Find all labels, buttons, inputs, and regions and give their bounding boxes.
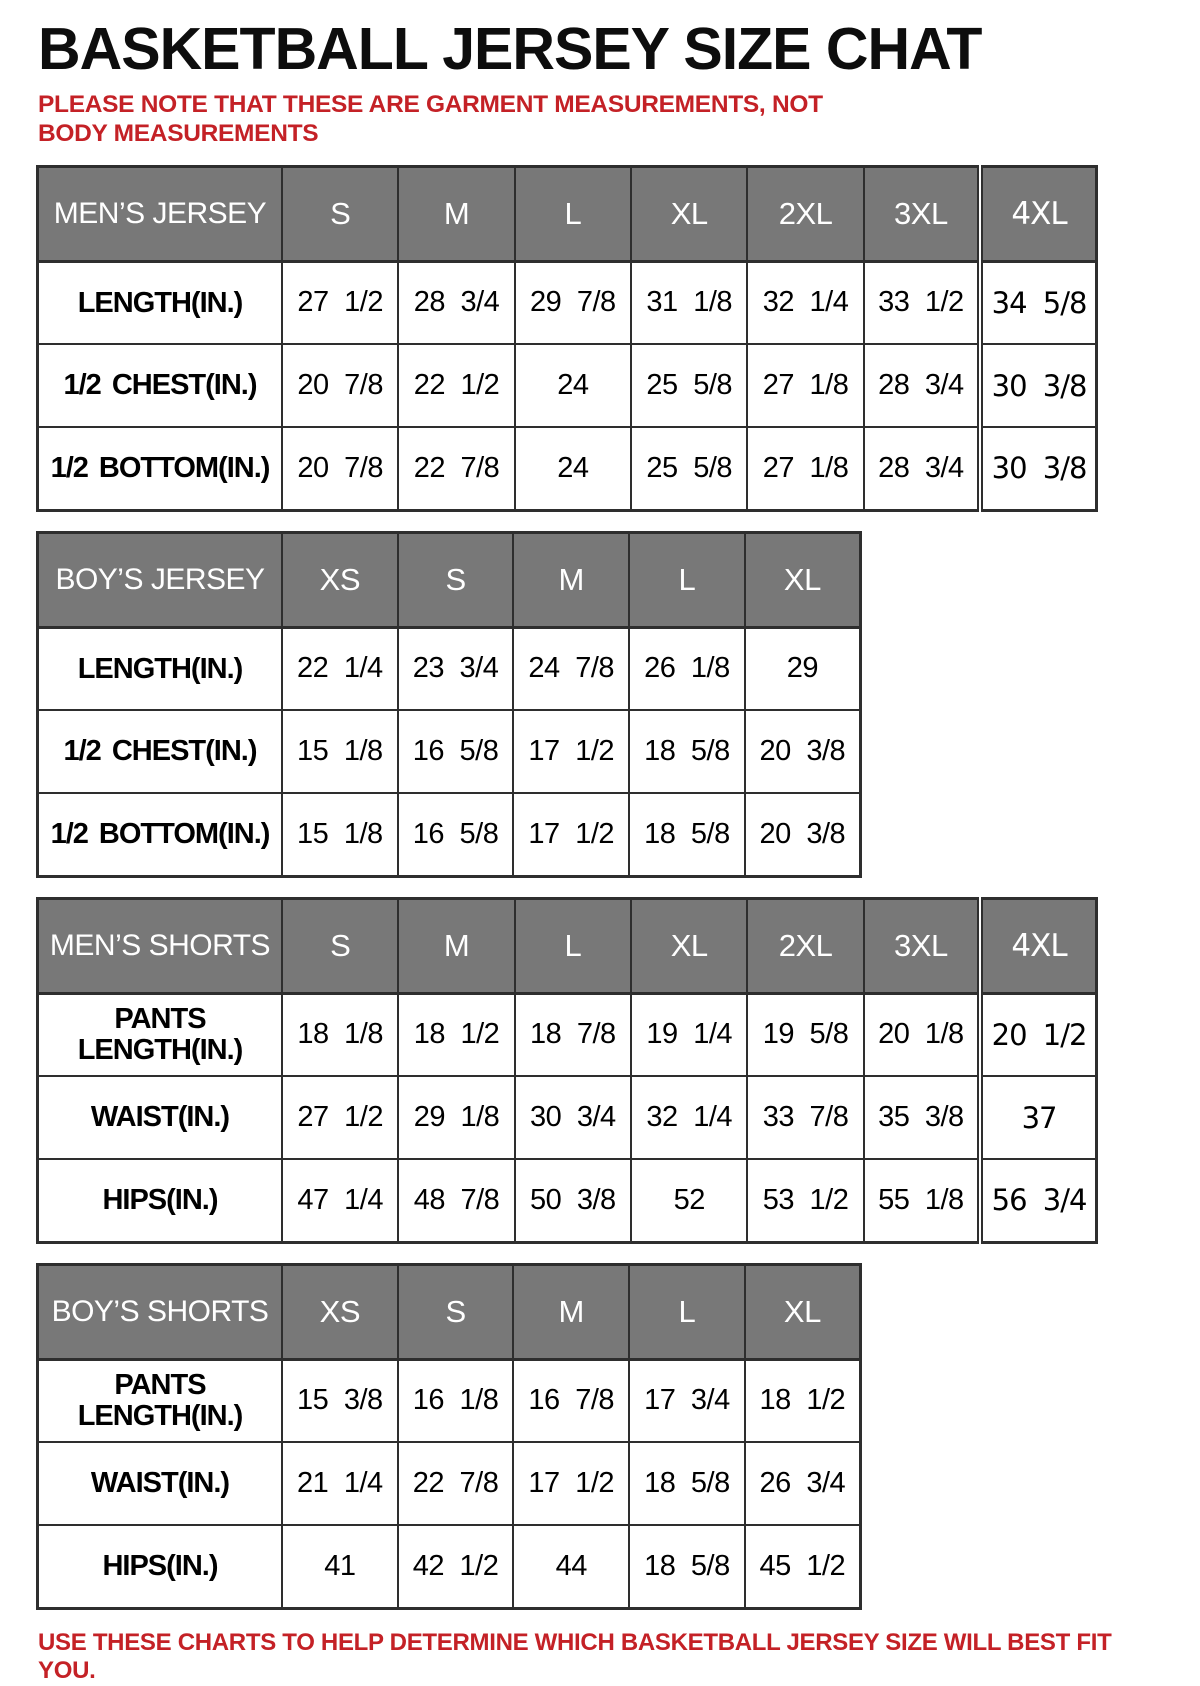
row-label-cell: 1/2 BOTTOM(IN.) [38,427,283,510]
size-header-cell: M [398,898,514,993]
measurement-cell: 20 1/2 [980,993,1096,1076]
measurement-cell: 18 1/8 [282,993,398,1076]
measurement-cell: 19 1/4 [631,993,747,1076]
measurement-cell: 17 1/2 [513,793,629,876]
measurement-cell: 53 1/2 [747,1159,863,1242]
measurement-cell: 50 3/8 [515,1159,631,1242]
measurement-cell: 28 3/4 [398,261,514,344]
measurement-cell: 41 [282,1525,398,1608]
table-row [38,627,861,710]
table-row [38,793,861,876]
boys-shorts-table [36,1263,862,1610]
measurement-cell: 35 3/8 [864,1076,980,1159]
measurement-cell: 29 7/8 [515,261,631,344]
table-row [38,993,1097,1076]
size-header-cell: XS [282,1264,398,1359]
measurement-cell: 56 3/4 [980,1159,1096,1242]
size-header-cell: S [398,1264,514,1359]
measurement-cell: 20 1/8 [864,993,980,1076]
size-header-cell: 2XL [747,898,863,993]
mens-jersey-table [36,165,1098,512]
measurement-cell: 27 1/8 [747,427,863,510]
measurement-cell: 30 3/4 [515,1076,631,1159]
measurement-cell: 18 5/8 [629,710,745,793]
measurement-cell: 44 [513,1525,629,1608]
measurement-cell: 29 1/8 [398,1076,514,1159]
measurement-cell: 30 3/8 [980,344,1096,427]
size-header-cell: L [515,166,631,261]
measurement-cell: 26 3/4 [745,1442,861,1525]
measurement-cell: 55 1/8 [864,1159,980,1242]
table-title-cell: MEN’S SHORTS [38,898,283,993]
table-row [38,710,861,793]
size-chart-page [36,18,1170,1686]
measurement-cell: 45 1/2 [745,1525,861,1608]
measurement-cell: 28 3/4 [864,427,980,510]
row-label-cell: PANTS LENGTH(IN.) [38,1359,283,1442]
size-header-cell: 4XL [980,898,1096,993]
measurement-cell: 22 7/8 [398,427,514,510]
row-label-cell: WAIST(IN.) [38,1442,283,1525]
measurement-cell: 21 1/4 [282,1442,398,1525]
row-label-cell: LENGTH(IN.) [38,627,283,710]
row-label-cell: HIPS(IN.) [38,1159,283,1242]
boys-shorts-header-row [38,1264,861,1359]
measurement-cell: 42 1/2 [398,1525,514,1608]
measurement-cell: 20 7/8 [282,427,398,510]
measurement-cell: 48 7/8 [398,1159,514,1242]
table-title-cell: BOY’S JERSEY [38,532,283,627]
measurement-cell: 18 5/8 [629,1525,745,1608]
size-header-cell: XL [745,1264,861,1359]
row-label-cell: LENGTH(IN.) [38,261,283,344]
row-label-cell: 1/2 CHEST(IN.) [38,710,283,793]
table-row [38,1359,861,1442]
measurement-cell: 16 7/8 [513,1359,629,1442]
measurement-cell: 27 1/2 [282,1076,398,1159]
row-label-cell: PANTS LENGTH(IN.) [38,993,283,1076]
measurement-cell: 16 5/8 [398,793,514,876]
measurement-cell: 22 1/2 [398,344,514,427]
size-header-cell: S [282,166,398,261]
measurement-cell: 15 3/8 [282,1359,398,1442]
size-header-cell: 2XL [747,166,863,261]
size-header-cell: XL [631,166,747,261]
table-title-cell: MEN’S JERSEY [38,166,283,261]
measurement-cell: 18 5/8 [629,793,745,876]
measurement-cell: 17 1/2 [513,1442,629,1525]
size-header-cell: S [398,532,514,627]
measurement-cell: 15 1/8 [282,793,398,876]
size-header-cell: 3XL [864,166,980,261]
measurement-cell: 26 1/8 [629,627,745,710]
measurement-cell: 20 3/8 [745,793,861,876]
fit-advice-note: USE THESE CHARTS TO HELP DETERMINE WHICH BASKETBALL JERSEY SIZE WILL BEST FIT YOU. [38,1629,1170,1686]
size-header-cell: 3XL [864,898,980,993]
row-label-cell: HIPS(IN.) [38,1525,283,1608]
size-header-cell: XL [631,898,747,993]
measurement-cell: 17 1/2 [513,710,629,793]
measurement-cell: 29 [745,627,861,710]
measurement-cell: 30 3/8 [980,427,1096,510]
size-header-cell: M [398,166,514,261]
measurement-cell: 18 1/2 [398,993,514,1076]
table-row [38,1525,861,1608]
table-title-cell: BOY’S SHORTS [38,1264,283,1359]
row-label-cell: 1/2 BOTTOM(IN.) [38,793,283,876]
table-row [38,1159,1097,1242]
measurement-cell: 22 7/8 [398,1442,514,1525]
measurement-cell: 27 1/8 [747,344,863,427]
measurement-cell: 31 1/8 [631,261,747,344]
measurement-cell: 18 5/8 [629,1442,745,1525]
measurement-cell: 34 5/8 [980,261,1096,344]
measurement-cell: 52 [631,1159,747,1242]
measurement-cell: 18 1/2 [745,1359,861,1442]
row-label-cell: 1/2 CHEST(IN.) [38,344,283,427]
table-row [38,427,1097,510]
measurement-cell: 25 5/8 [631,427,747,510]
measurement-cell: 16 1/8 [398,1359,514,1442]
measurement-cell: 47 1/4 [282,1159,398,1242]
mens-jersey-header-row [38,166,1097,261]
size-header-cell: S [282,898,398,993]
page-title: BASKETBALL JERSEY SIZE CHAT [38,18,1170,82]
mens-shorts-table [36,897,1098,1244]
measurement-cell: 18 7/8 [515,993,631,1076]
measurement-cell: 25 5/8 [631,344,747,427]
measurement-cell: 37 [980,1076,1096,1159]
measurement-cell: 24 [515,344,631,427]
measurement-cell: 16 5/8 [398,710,514,793]
measurement-cell: 32 1/4 [631,1076,747,1159]
measurement-cell: 22 1/4 [282,627,398,710]
measurement-cell: 15 1/8 [282,710,398,793]
garment-measurements-note: PLEASE NOTE THAT THESE ARE GARMENT MEASUREMENTS, NOT BODY MEASUREMENTS [38,90,838,149]
size-header-cell: L [629,1264,745,1359]
boys-jersey-header-row [38,532,861,627]
size-header-cell: M [513,1264,629,1359]
measurement-cell: 20 3/8 [745,710,861,793]
measurement-cell: 23 3/4 [398,627,514,710]
measurement-cell: 27 1/2 [282,261,398,344]
table-row [38,344,1097,427]
measurement-cell: 28 3/4 [864,344,980,427]
measurement-cell: 19 5/8 [747,993,863,1076]
table-row [38,1442,861,1525]
size-header-cell: L [629,532,745,627]
size-header-cell: M [513,532,629,627]
measurement-cell: 20 7/8 [282,344,398,427]
measurement-cell: 33 1/2 [864,261,980,344]
size-header-cell: 4XL [980,166,1096,261]
measurement-cell: 32 1/4 [747,261,863,344]
row-label-cell: WAIST(IN.) [38,1076,283,1159]
measurement-cell: 33 7/8 [747,1076,863,1159]
measurement-cell: 17 3/4 [629,1359,745,1442]
measurement-cell: 24 7/8 [513,627,629,710]
size-header-cell: L [515,898,631,993]
size-header-cell: XS [282,532,398,627]
table-row [38,261,1097,344]
boys-jersey-table [36,531,862,878]
table-row [38,1076,1097,1159]
mens-shorts-header-row [38,898,1097,993]
measurement-cell: 24 [515,427,631,510]
size-header-cell: XL [745,532,861,627]
